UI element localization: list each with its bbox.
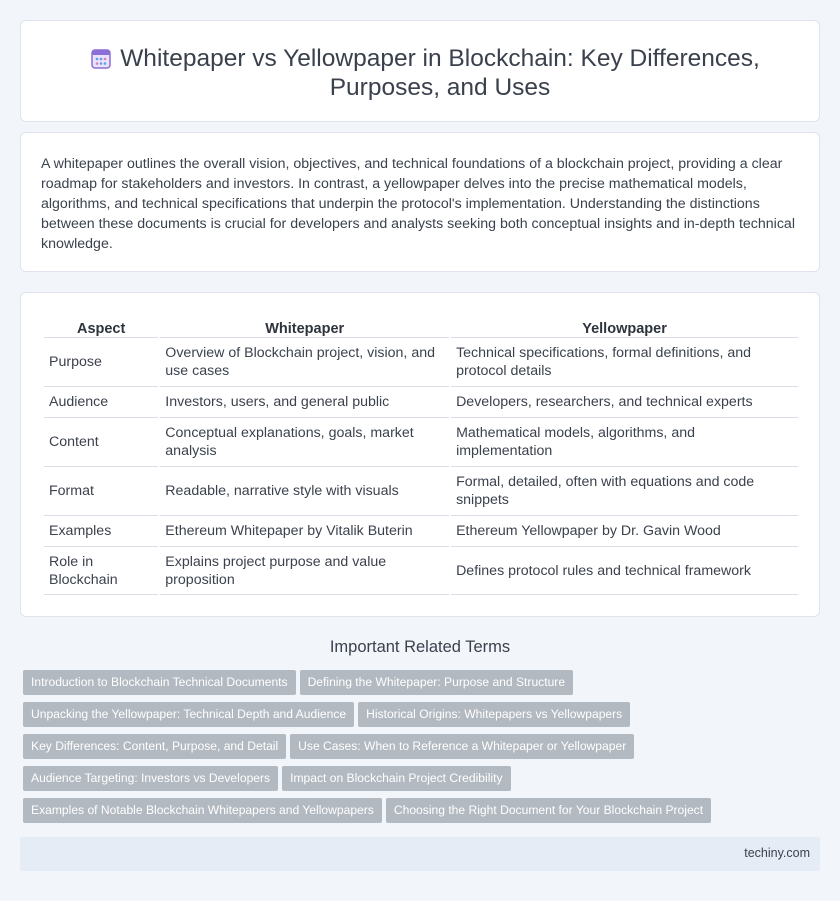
cell-whitepaper: Explains project purpose and value proposition xyxy=(160,546,449,595)
related-terms-list xyxy=(23,670,823,830)
related-term-tag[interactable]: Audience Targeting: Investors vs Developers xyxy=(23,766,278,791)
title-card xyxy=(20,20,820,122)
tag-row xyxy=(23,766,823,798)
cell-whitepaper: Ethereum Whitepaper by Vitalik Buterin xyxy=(160,515,449,546)
cell-aspect: Purpose xyxy=(44,337,158,386)
related-term-tag[interactable]: Choosing the Right Document for Your Blockchain Project xyxy=(386,798,711,823)
cell-whitepaper: Investors, users, and general public xyxy=(160,386,449,417)
related-term-tag[interactable]: Use Cases: When to Reference a Whitepaper or Yellowpaper xyxy=(290,734,634,759)
related-term-tag[interactable]: Key Differences: Content, Purpose, and Detail xyxy=(23,734,286,759)
header-yellowpaper: Yellowpaper xyxy=(582,321,667,337)
intro-card xyxy=(20,132,820,272)
footer-site-link[interactable]: techiny.com xyxy=(744,846,810,860)
table-row xyxy=(44,417,798,466)
comparison-table-card xyxy=(20,292,820,617)
related-terms-heading: Important Related Terms xyxy=(329,638,511,656)
page-title: Whitepaper vs Yellowpaper in Blockchain: Key Differences, Purposes, and Uses xyxy=(120,45,760,101)
table-row xyxy=(44,466,798,515)
cell-yellowpaper: Formal, detailed, often with equations and code snippets xyxy=(451,466,798,515)
table-row xyxy=(44,337,798,386)
related-term-tag[interactable]: Introduction to Blockchain Technical Documents xyxy=(23,670,296,695)
cell-yellowpaper: Defines protocol rules and technical framework xyxy=(451,546,798,595)
header-whitepaper: Whitepaper xyxy=(265,321,345,337)
tag-row xyxy=(23,702,823,734)
cell-aspect: Content xyxy=(44,417,158,466)
table-row xyxy=(44,515,798,546)
cell-yellowpaper: Ethereum Yellowpaper by Dr. Gavin Wood xyxy=(451,515,798,546)
tag-row xyxy=(23,670,823,702)
tag-row xyxy=(23,798,823,830)
cell-whitepaper: Readable, narrative style with visuals xyxy=(160,466,449,515)
comparison-table xyxy=(42,315,800,595)
table-header-row xyxy=(44,315,798,337)
header-aspect: Aspect xyxy=(76,321,126,337)
related-term-tag[interactable]: Examples of Notable Blockchain Whitepapers and Yellowpapers xyxy=(23,798,382,823)
related-term-tag[interactable]: Historical Origins: Whitepapers vs Yellowpapers xyxy=(358,702,630,727)
related-term-tag[interactable]: Defining the Whitepaper: Purpose and Structure xyxy=(300,670,573,695)
cell-aspect: Audience xyxy=(44,386,158,417)
cell-yellowpaper: Technical specifications, formal definitions, and protocol details xyxy=(451,337,798,386)
cell-yellowpaper: Mathematical models, algorithms, and implementation xyxy=(451,417,798,466)
related-term-tag[interactable]: Unpacking the Yellowpaper: Technical Depth and Audience xyxy=(23,702,354,727)
cell-aspect: Format xyxy=(44,466,158,515)
table-row xyxy=(44,546,798,595)
cell-aspect: Examples xyxy=(44,515,158,546)
cell-whitepaper: Overview of Blockchain project, vision, and use cases xyxy=(160,337,449,386)
tag-row xyxy=(23,734,823,766)
footer-bar xyxy=(20,837,820,871)
cell-aspect: Role in Blockchain xyxy=(44,546,158,595)
table-row xyxy=(44,386,798,417)
cell-whitepaper: Conceptual explanations, goals, market analysis xyxy=(160,417,449,466)
intro-paragraph: A whitepaper outlines the overall vision, objectives, and technical foundations of a blockchain project, providing a clear roadmap for stakeholders and investors. In contrast, a yellowpaper delves into the precise mathematical models, algorithms, and technical specifications that underpin the protocol's implementation. Understanding the distinctions between these documents is crucial for developers and analysts seeking both conceptual insights and in-depth technical knowledge. xyxy=(41,156,795,252)
related-term-tag[interactable]: Impact on Blockchain Project Credibility xyxy=(282,766,510,791)
cell-yellowpaper: Developers, researchers, and technical experts xyxy=(451,386,798,417)
